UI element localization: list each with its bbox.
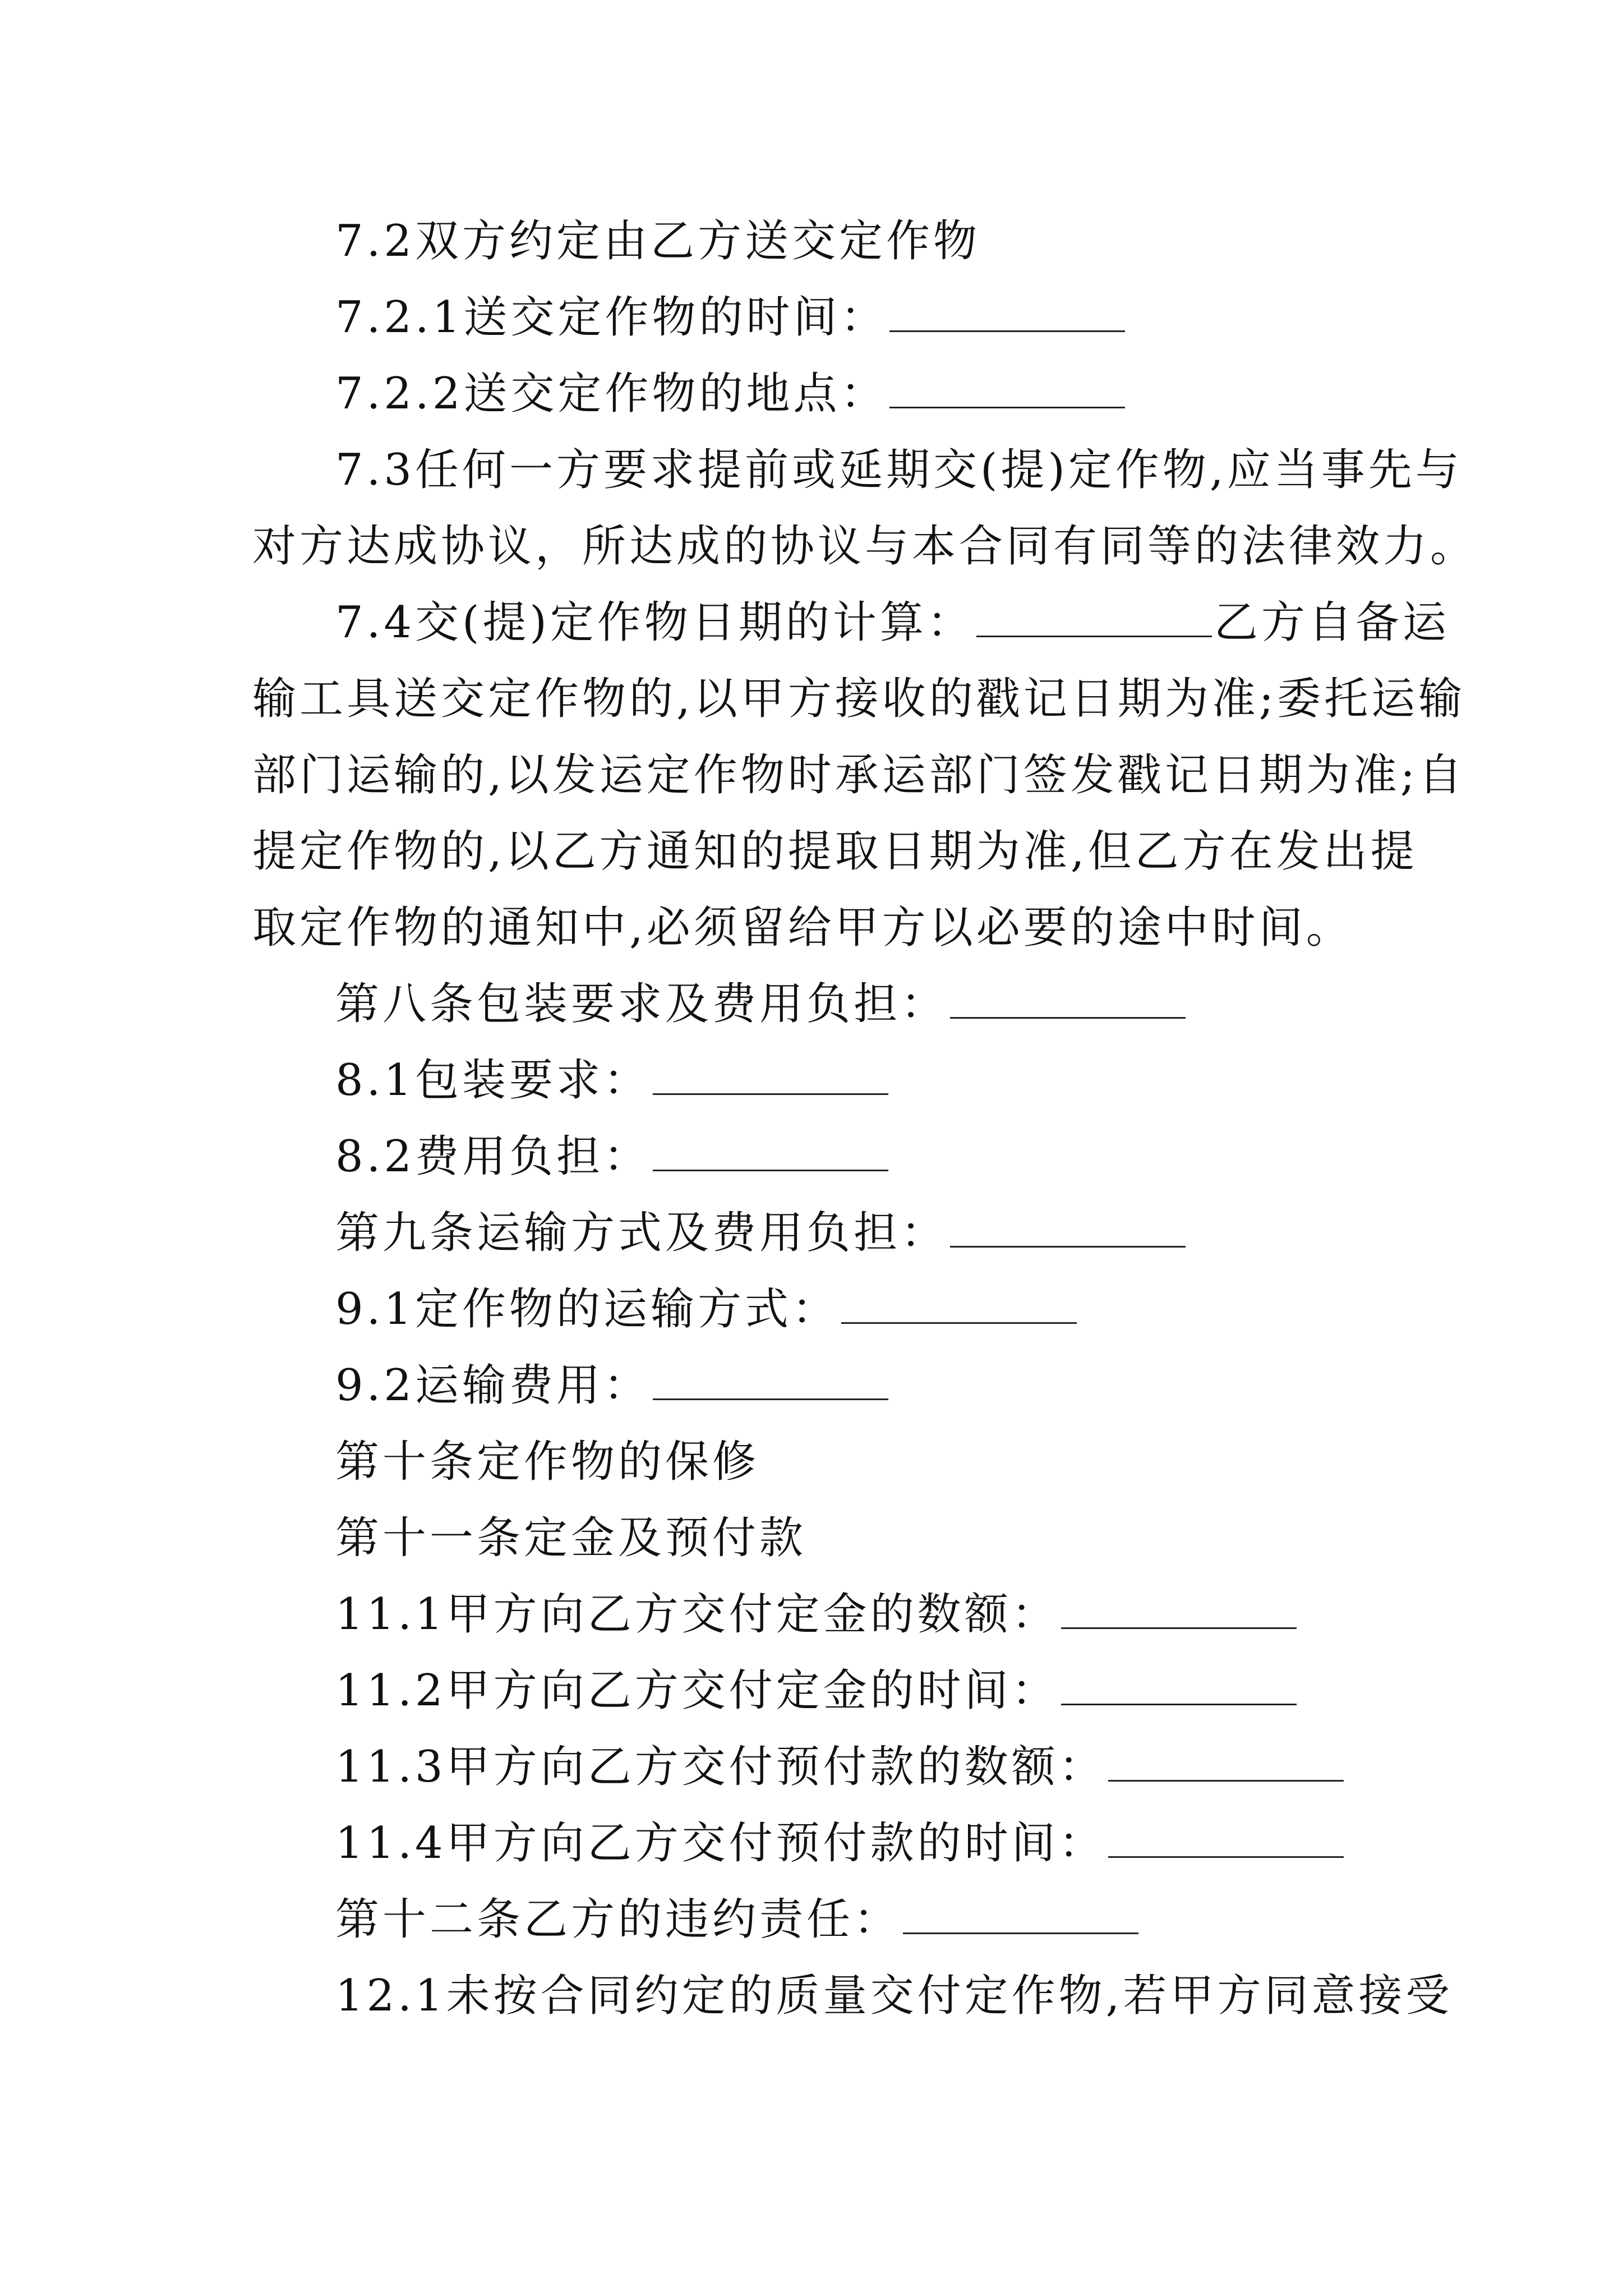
line-text: 7.2.1送交定作物的时间： (335, 292, 888, 343)
line-article-8 (335, 976, 1188, 1032)
line-article-9 (335, 1205, 1188, 1261)
line-text: 7.2.2送交定作物的地点： (335, 369, 888, 419)
line-text: 第十条定作物的保修 (335, 1437, 760, 1487)
fill-in-blank[interactable] (903, 1899, 1138, 1934)
line-text: 7.3任何一方要求提前或延期交(提)定作物,应当事先与 (335, 445, 1463, 495)
line-text: 8.2费用负担： (335, 1131, 651, 1182)
line-9-1 (335, 1281, 1079, 1337)
line-text: 第八条包装要求及费用负担： (335, 979, 948, 1029)
line-text: 7.4交(提)定作物日期的计算： (335, 597, 974, 648)
line-7-2-1 (335, 289, 1127, 346)
line-7-4-cont-3 (252, 823, 1418, 880)
line-7-4-cont-1 (252, 671, 1465, 727)
line-9-2 (335, 1358, 891, 1414)
line-text: 8.1包装要求： (335, 1055, 651, 1106)
line-text: 提定作物的,以乙方通知的提取日期为准,但乙方在发出提 (252, 826, 1418, 877)
fill-in-blank[interactable] (653, 1365, 888, 1400)
fill-in-blank[interactable] (1061, 1670, 1297, 1705)
line-text: 12.1未按合同约定的质量交付定作物,若甲方同意接受 (335, 1971, 1453, 2021)
fill-in-blank[interactable] (976, 602, 1212, 637)
line-7-4-cont-4 (252, 900, 1353, 956)
line-text: 对方达成协议，所达成的协议与本合同有同等的法律效力。 (252, 521, 1478, 572)
line-text: 取定作物的通知中,必须留给甲方以必要的途中时间。 (252, 903, 1353, 953)
fill-in-blank[interactable] (1061, 1594, 1297, 1629)
line-7-4 (335, 595, 1450, 651)
line-article-10 (335, 1434, 759, 1490)
fill-in-blank[interactable] (1108, 1746, 1344, 1782)
line-7-3 (335, 442, 1463, 498)
line-7-3-cont (252, 518, 1477, 574)
line-text: 第十一条定金及预付款 (335, 1513, 807, 1563)
line-text: 部门运输的,以发运定作物时承运部门签发戳记日期为准;自 (252, 750, 1466, 800)
line-text: 11.1甲方向乙方交付定金的数额： (335, 1589, 1059, 1640)
line-text: 11.2甲方向乙方交付定金的时间： (335, 1665, 1059, 1716)
fill-in-blank[interactable] (841, 1289, 1077, 1324)
line-text: 7.2双方约定由乙方送交定作物 (335, 216, 981, 266)
line-11-4 (335, 1815, 1346, 1871)
fill-in-blank[interactable] (950, 1212, 1186, 1248)
line-text: 9.1定作物的运输方式： (335, 1284, 840, 1335)
fill-in-blank[interactable] (889, 373, 1125, 408)
line-11-2 (335, 1663, 1299, 1719)
line-8-2 (335, 1129, 891, 1185)
line-12-1 (335, 1968, 1453, 2024)
line-text-after: 乙方自备运 (1214, 597, 1450, 648)
line-article-12 (335, 1892, 1141, 1948)
line-text: 11.4甲方向乙方交付预付款的时间： (335, 1818, 1106, 1869)
line-7-4-cont-2 (252, 747, 1465, 803)
line-11-1 (335, 1586, 1299, 1642)
line-text: 第九条运输方式及费用负担： (335, 1208, 948, 1258)
fill-in-blank[interactable] (950, 983, 1186, 1019)
line-text: 输工具送交定作物的,以甲方接收的戳记日期为准;委托运输 (252, 674, 1466, 724)
fill-in-blank[interactable] (653, 1136, 888, 1171)
fill-in-blank[interactable] (889, 297, 1125, 332)
line-text: 第十二条乙方的违约责任： (335, 1894, 901, 1945)
line-article-11 (335, 1510, 806, 1566)
fill-in-blank[interactable] (653, 1060, 888, 1095)
line-text: 9.2运输费用： (335, 1360, 651, 1411)
line-8-1 (335, 1052, 891, 1108)
fill-in-blank[interactable] (1108, 1823, 1344, 1858)
line-11-3 (335, 1739, 1346, 1795)
line-text: 11.3甲方向乙方交付预付款的数额： (335, 1742, 1106, 1792)
line-7-2-2 (335, 366, 1127, 422)
line-7-2 (335, 213, 980, 269)
